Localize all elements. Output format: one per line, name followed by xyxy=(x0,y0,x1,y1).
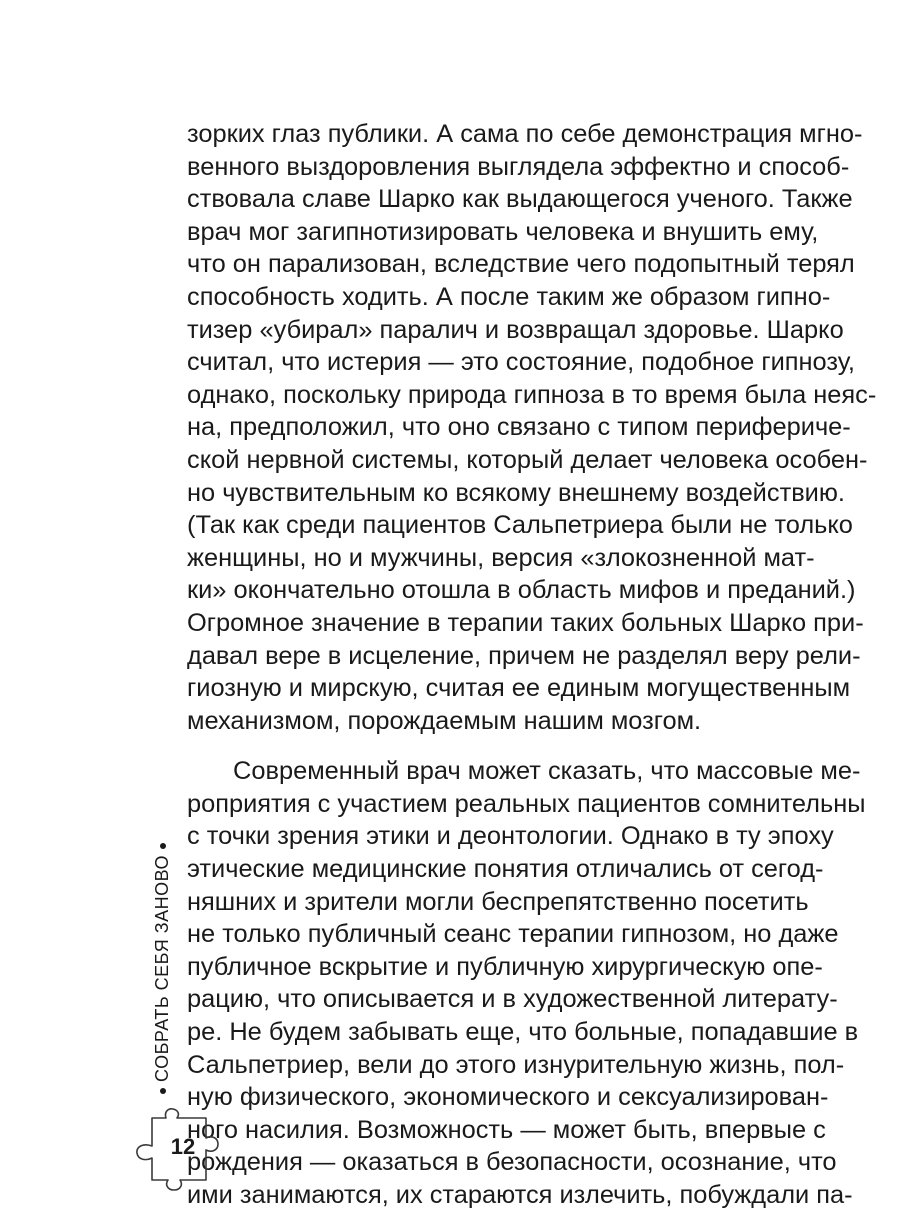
running-head-title: СОБРАТЬ СЕБЯ ЗАНОВО xyxy=(152,854,172,1082)
paragraph-2 xyxy=(187,755,866,1211)
bullet-dot-icon xyxy=(160,843,166,849)
paragraph-1 xyxy=(187,118,877,737)
text-line: механизмом, порождаемым нашим мозгом. xyxy=(187,706,702,735)
text-line: не только публичный сеанс терапии гипнозом, но даже xyxy=(187,920,839,949)
text-line: няшних и зрители могли беспрепятственно посетить xyxy=(187,887,809,916)
text-line: что он парализован, вследствие чего подопытный терял xyxy=(187,250,855,279)
text-line: ской нервной системы, который делает человека особен- xyxy=(187,445,868,474)
text-line: врач мог загипнотизировать человека и внушить ему, xyxy=(187,217,819,246)
text-line: ими занимаются, их стараются излечить, побуждали па- xyxy=(187,1181,853,1209)
text-line: ре. Не будем забывать еще, что больные, попадавшие в xyxy=(187,1018,859,1047)
text-line: зорких глаз публики. А сама по себе демонстрация мгно- xyxy=(187,120,863,148)
text-line: давал вере в исцеление, причем не разделял веру рели- xyxy=(187,641,861,670)
text-line: венного выздоровления выглядела эффектно и способ- xyxy=(187,152,850,181)
text-line: ную физического, экономического и сексуализирован- xyxy=(187,1083,829,1112)
page-number: 12 xyxy=(170,1134,196,1159)
text-line: Огромное значение в терапии таких больных Шарко при- xyxy=(187,608,864,637)
text-line: ки» окончательно отошла в область мифов и преданий.) xyxy=(187,576,856,605)
text-line: публичное вскрытие и публичную хирургическую опе- xyxy=(187,952,823,981)
text-line: рацию, что описывается и в художественной литерату- xyxy=(187,985,838,1014)
text-line: способность ходить. А после таким же образом гипно- xyxy=(187,282,831,311)
text-line: женщины, но и мужчины, версия «злокозненной мат- xyxy=(187,543,815,572)
text-line: однако, поскольку природа гипноза в то время была неяс- xyxy=(187,380,877,409)
running-head xyxy=(152,837,173,1100)
text-line: тизер «убирал» паралич и возвращал здоровье. Шарко xyxy=(187,315,844,344)
text-line: этические медицинские понятия отличались от сегод- xyxy=(187,855,824,884)
paragraph-spacer xyxy=(187,737,783,755)
text-line: ного насилия. Возможность — может быть, впервые с xyxy=(187,1115,826,1144)
text-line: но чувствительным ко всякому внешнему воздействию. xyxy=(187,478,845,507)
bullet-dot-icon xyxy=(160,1088,166,1094)
text-line: Современный врач может сказать, что массовые ме- xyxy=(233,757,861,786)
text-line: считал, что истерия — это состояние, подобное гипнозу, xyxy=(187,348,855,377)
text-line: на, предположил, что оно связано с типом перифериче- xyxy=(187,413,851,442)
text-line: гиозную и мирскую, считая ее единым могущественным xyxy=(187,674,851,703)
body-text xyxy=(187,118,877,1212)
text-line: с точки зрения этики и деонтологии. Однако в ту эпоху xyxy=(187,822,834,851)
text-line: Сальпетриер, вели до этого изнурительную жизнь, пол- xyxy=(187,1050,845,1079)
text-line: роприятия с участием реальных пациентов сомнительны xyxy=(187,789,866,818)
page-folio xyxy=(128,1108,238,1192)
text-line: рождения — оказаться в безопасности, осознание, что xyxy=(187,1148,837,1177)
text-line: (Так как среди пациентов Сальпетриера были не только xyxy=(187,511,853,540)
text-line: ствовала славе Шарко как выдающегося ученого. Также xyxy=(187,185,853,214)
